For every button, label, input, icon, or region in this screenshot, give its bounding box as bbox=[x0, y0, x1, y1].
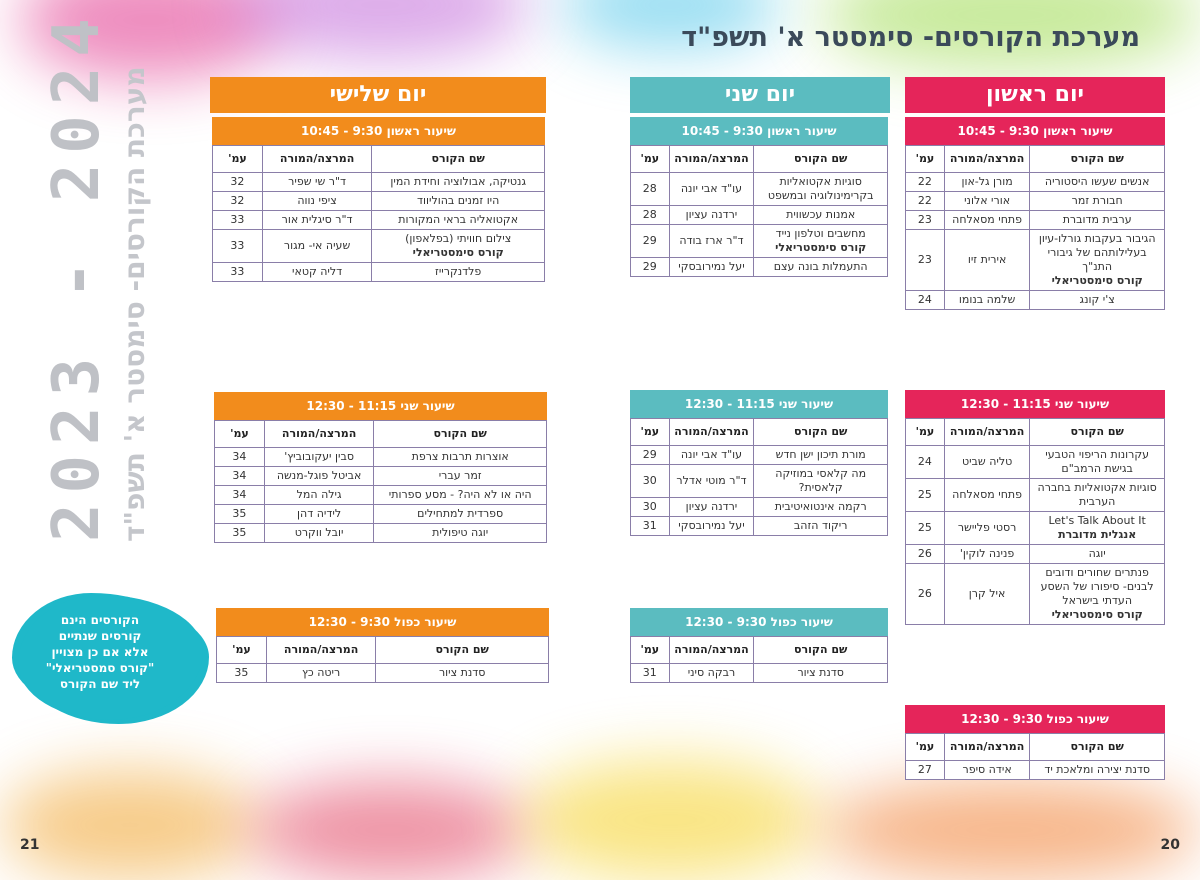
course-table bbox=[214, 420, 547, 543]
course-name bbox=[1030, 545, 1165, 564]
course-title: אנשים שעשו היסטוריה bbox=[1044, 175, 1150, 188]
header-course: שם הקורס bbox=[1030, 419, 1165, 446]
course-title: Let's Talk About It bbox=[1048, 514, 1146, 527]
table-row bbox=[906, 192, 1165, 211]
course-note: קורס סימסטריאלי bbox=[775, 241, 867, 254]
course-title: הגיבור בעקבות גורלו-עיון בעלילותהם של גיבורי התנ"ך bbox=[1038, 232, 1156, 273]
course-page: 24 bbox=[906, 446, 945, 479]
schedule-block bbox=[905, 705, 1165, 780]
schedule-block bbox=[216, 608, 549, 683]
course-table bbox=[630, 636, 888, 683]
course-title: עקרונות הריפוי הטבעי בגישת הרמב"ם bbox=[1045, 448, 1150, 475]
course-teacher: איל קרן bbox=[944, 564, 1029, 625]
course-title: ריקוד הזהב bbox=[793, 519, 848, 532]
page-number-left: 21 bbox=[20, 837, 40, 853]
table-row bbox=[631, 206, 888, 225]
course-teacher: אביטל פוגל-מנשה bbox=[264, 467, 374, 486]
course-page: 34 bbox=[215, 467, 265, 486]
course-teacher: פתחי מסאלחה bbox=[944, 479, 1029, 512]
header-teacher: המרצה/המורה bbox=[944, 419, 1029, 446]
course-teacher: אידה סיפר bbox=[944, 761, 1029, 780]
header-course: שם הקורס bbox=[372, 146, 545, 173]
table-row bbox=[213, 263, 545, 282]
course-title: מורת תיכון ישן חדש bbox=[775, 448, 866, 461]
course-title: פלדנקרייז bbox=[435, 265, 482, 278]
course-teacher: יובל ווקרט bbox=[264, 524, 374, 543]
course-name bbox=[754, 664, 888, 683]
course-page: 22 bbox=[906, 173, 945, 192]
course-table bbox=[212, 145, 545, 282]
header-course: שם הקורס bbox=[374, 421, 547, 448]
course-page: 34 bbox=[215, 448, 265, 467]
page-number-right: 20 bbox=[1160, 837, 1180, 853]
decor-splash bbox=[250, 780, 530, 880]
course-teacher: שעיה אי- מגור bbox=[262, 230, 372, 263]
course-name bbox=[372, 211, 545, 230]
table-row bbox=[213, 192, 545, 211]
table-header-row bbox=[631, 637, 888, 664]
course-teacher: ד"ר שי שפיר bbox=[262, 173, 372, 192]
table-row bbox=[906, 564, 1165, 625]
table-row bbox=[215, 467, 547, 486]
table-row bbox=[906, 512, 1165, 545]
course-name bbox=[374, 467, 547, 486]
course-name bbox=[754, 498, 888, 517]
course-table bbox=[630, 145, 888, 277]
course-table bbox=[630, 418, 888, 536]
course-page: 35 bbox=[215, 524, 265, 543]
course-name bbox=[1030, 564, 1165, 625]
block-header: שיעור כפול 9:30 - 12:30 bbox=[905, 705, 1165, 733]
block-header: שיעור כפול 9:30 - 12:30 bbox=[630, 608, 888, 636]
header-page: עמ' bbox=[217, 637, 267, 664]
table-row bbox=[215, 448, 547, 467]
course-note: קורס סימסטריאלי bbox=[1051, 608, 1143, 621]
schedule-block bbox=[630, 117, 888, 277]
header-course: שם הקורס bbox=[754, 146, 888, 173]
header-course: שם הקורס bbox=[1030, 734, 1165, 761]
course-page: 22 bbox=[906, 192, 945, 211]
day-header-sunday: יום ראשון bbox=[905, 77, 1165, 113]
vertical-year: 2023 - 2024 bbox=[40, 8, 114, 542]
block-header: שיעור שני 11:15 - 12:30 bbox=[630, 390, 888, 418]
table-row bbox=[906, 446, 1165, 479]
course-name bbox=[1030, 761, 1165, 780]
table-row bbox=[215, 505, 547, 524]
course-page: 28 bbox=[631, 206, 670, 225]
course-teacher: יעל נמירובסקי bbox=[669, 517, 754, 536]
table-row bbox=[213, 211, 545, 230]
header-teacher: המרצה/המורה bbox=[944, 146, 1029, 173]
block-header: שיעור שני 11:15 - 12:30 bbox=[905, 390, 1165, 418]
header-teacher: המרצה/המורה bbox=[944, 734, 1029, 761]
course-title: סדנת יצירה ומלאכת יד bbox=[1044, 763, 1151, 776]
course-title: מחשבים וטלפון נייד bbox=[775, 227, 866, 240]
course-title: אוצרות תרבות צרפת bbox=[411, 450, 509, 463]
course-title: צילום חוויתי (בפלאפון) bbox=[405, 232, 512, 245]
course-teacher: ד"ר מוטי אדלר bbox=[669, 465, 754, 498]
course-name bbox=[754, 225, 888, 258]
table-header-row bbox=[906, 146, 1165, 173]
course-title: זמר עברי bbox=[438, 469, 482, 482]
course-teacher: יעל נמירובסקי bbox=[669, 258, 754, 277]
header-course: שם הקורס bbox=[376, 637, 549, 664]
page-title: מערכת הקורסים- סימסטר א' תשפ"ד bbox=[681, 22, 1140, 53]
schedule-block bbox=[630, 608, 888, 683]
course-name bbox=[374, 448, 547, 467]
course-title: סדנת ציור bbox=[797, 666, 844, 679]
course-page: 27 bbox=[906, 761, 945, 780]
course-page: 24 bbox=[906, 291, 945, 310]
course-name bbox=[372, 173, 545, 192]
schedule-block bbox=[212, 117, 545, 282]
course-title: אקטואליה בראי המקורות bbox=[398, 213, 519, 226]
course-table bbox=[216, 636, 549, 683]
decor-splash bbox=[820, 780, 1200, 880]
course-name bbox=[374, 524, 547, 543]
course-page: 28 bbox=[631, 173, 670, 206]
header-page: עמ' bbox=[631, 637, 670, 664]
course-teacher: שלמה בנומו bbox=[944, 291, 1029, 310]
course-teacher: עו"ד אבי יונה bbox=[669, 446, 754, 465]
header-teacher: המרצה/המורה bbox=[669, 637, 754, 664]
course-name bbox=[1030, 230, 1165, 291]
table-row bbox=[906, 479, 1165, 512]
course-note: קורס סימסטריאלי bbox=[412, 246, 504, 259]
course-page: 26 bbox=[906, 564, 945, 625]
course-title: היו זמנים בהוליווד bbox=[417, 194, 500, 207]
course-page: 31 bbox=[631, 517, 670, 536]
course-title: אמנות עכשווית bbox=[786, 208, 856, 221]
course-table bbox=[905, 145, 1165, 310]
course-page: 23 bbox=[906, 211, 945, 230]
course-name bbox=[754, 173, 888, 206]
table-header-row bbox=[631, 419, 888, 446]
vertical-banner bbox=[40, 8, 160, 542]
header-teacher: המרצה/המורה bbox=[669, 419, 754, 446]
course-page: 31 bbox=[631, 664, 670, 683]
course-teacher: ריטה כץ bbox=[266, 664, 376, 683]
header-course: שם הקורס bbox=[754, 419, 888, 446]
decor-splash bbox=[520, 760, 820, 880]
course-name bbox=[754, 446, 888, 465]
header-teacher: המרצה/המורה bbox=[266, 637, 376, 664]
course-name bbox=[374, 505, 547, 524]
course-teacher: סבין יעקובוביץ' bbox=[264, 448, 374, 467]
table-row bbox=[906, 291, 1165, 310]
note-text: הקורסים הינם קורסים שנתיים אלא אם כן מצויין "קורס סמסטריאלי" ליד שם הקורס bbox=[45, 613, 155, 691]
table-header-row bbox=[215, 421, 547, 448]
header-teacher: המרצה/המורה bbox=[669, 146, 754, 173]
table-row bbox=[631, 517, 888, 536]
course-teacher: ד"ר ארז בודה bbox=[669, 225, 754, 258]
course-teacher: רסטי פליישר bbox=[944, 512, 1029, 545]
course-page: 25 bbox=[906, 479, 945, 512]
course-teacher: אורי אלוני bbox=[944, 192, 1029, 211]
course-page: 34 bbox=[215, 486, 265, 505]
course-page: 23 bbox=[906, 230, 945, 291]
schedule-block bbox=[905, 390, 1165, 625]
course-name bbox=[376, 664, 549, 683]
course-teacher: ירדנה עציון bbox=[669, 206, 754, 225]
course-title: צ'י קונג bbox=[1079, 293, 1115, 306]
course-teacher: דליה קטאי bbox=[262, 263, 372, 282]
course-teacher: לידיה דהן bbox=[264, 505, 374, 524]
header-page: עמ' bbox=[631, 419, 670, 446]
schedule-block bbox=[905, 117, 1165, 310]
course-name bbox=[372, 192, 545, 211]
course-page: 32 bbox=[213, 173, 263, 192]
table-row bbox=[906, 545, 1165, 564]
day-header-monday: יום שני bbox=[630, 77, 890, 113]
header-teacher: המרצה/המורה bbox=[264, 421, 374, 448]
course-title: יוגה טיפולית bbox=[432, 526, 489, 539]
day-header-tuesday: יום שלישי bbox=[210, 77, 546, 113]
block-header: שיעור כפול 9:30 - 12:30 bbox=[216, 608, 549, 636]
header-page: עמ' bbox=[906, 146, 945, 173]
course-name bbox=[1030, 192, 1165, 211]
header-page: עמ' bbox=[631, 146, 670, 173]
course-name bbox=[754, 465, 888, 498]
table-row bbox=[215, 524, 547, 543]
course-name bbox=[372, 230, 545, 263]
header-page: עמ' bbox=[213, 146, 263, 173]
table-row bbox=[906, 230, 1165, 291]
header-course: שם הקורס bbox=[1030, 146, 1165, 173]
header-page: עמ' bbox=[906, 734, 945, 761]
schedule-block bbox=[630, 390, 888, 536]
table-row bbox=[213, 173, 545, 192]
decor-splash bbox=[230, 0, 530, 60]
block-header: שיעור ראשון 9:30 - 10:45 bbox=[905, 117, 1165, 145]
block-header: שיעור ראשון 9:30 - 10:45 bbox=[630, 117, 888, 145]
course-name bbox=[372, 263, 545, 282]
block-header: שיעור שני 11:15 - 12:30 bbox=[214, 392, 547, 420]
table-header-row bbox=[631, 146, 888, 173]
table-row bbox=[906, 761, 1165, 780]
course-title: סוגיות אקטואליות בחברה הערבית bbox=[1037, 481, 1157, 508]
header-teacher: המרצה/המורה bbox=[262, 146, 372, 173]
table-header-row bbox=[906, 734, 1165, 761]
course-title: רקמה אינטואיטיבית bbox=[774, 500, 867, 513]
table-row bbox=[631, 664, 888, 683]
course-page: 33 bbox=[213, 211, 263, 230]
course-name bbox=[1030, 512, 1165, 545]
course-table bbox=[905, 733, 1165, 780]
course-title: יוגה bbox=[1088, 547, 1106, 560]
table-row bbox=[217, 664, 549, 683]
course-page: 33 bbox=[213, 230, 263, 263]
table-row bbox=[631, 446, 888, 465]
course-page: 29 bbox=[631, 225, 670, 258]
table-header-row bbox=[217, 637, 549, 664]
header-course: שם הקורס bbox=[754, 637, 888, 664]
course-page: 35 bbox=[217, 664, 267, 683]
header-page: עמ' bbox=[906, 419, 945, 446]
course-title: פנתרים שחורים ודובים לבנים- סיפורו של השסע העדתי בישראל bbox=[1040, 566, 1154, 607]
course-name bbox=[1030, 173, 1165, 192]
course-teacher: ציפי נווה bbox=[262, 192, 372, 211]
header-page: עמ' bbox=[215, 421, 265, 448]
course-teacher: ירדנה עציון bbox=[669, 498, 754, 517]
table-row bbox=[631, 498, 888, 517]
course-page: 29 bbox=[631, 258, 670, 277]
decor-splash bbox=[0, 770, 260, 880]
course-table bbox=[905, 418, 1165, 625]
course-page: 29 bbox=[631, 446, 670, 465]
course-page: 25 bbox=[906, 512, 945, 545]
course-page: 26 bbox=[906, 545, 945, 564]
table-row bbox=[213, 230, 545, 263]
table-row bbox=[631, 258, 888, 277]
course-name bbox=[1030, 211, 1165, 230]
course-note: אנגלית מדוברת bbox=[1058, 528, 1137, 541]
course-name bbox=[374, 486, 547, 505]
vertical-subtitle: מערכת הקורסים- סימסטר א' תשפ"ד bbox=[118, 66, 151, 542]
table-row bbox=[631, 465, 888, 498]
course-teacher: ד"ר סיגלית אור bbox=[262, 211, 372, 230]
course-page: 35 bbox=[215, 505, 265, 524]
course-title: ספרדית למתחילים bbox=[417, 507, 504, 520]
course-title: גנטיקה, אבולוציה וחידת המין bbox=[390, 175, 526, 188]
course-teacher: אירית זיו bbox=[944, 230, 1029, 291]
table-header-row bbox=[906, 419, 1165, 446]
course-name bbox=[1030, 291, 1165, 310]
course-teacher: טליה שביט bbox=[944, 446, 1029, 479]
table-row bbox=[906, 173, 1165, 192]
course-page: 30 bbox=[631, 498, 670, 517]
course-name bbox=[1030, 446, 1165, 479]
course-name bbox=[1030, 479, 1165, 512]
course-teacher: מורן גל-און bbox=[944, 173, 1029, 192]
course-page: 33 bbox=[213, 263, 263, 282]
schedule-block bbox=[214, 392, 547, 543]
course-title: מה קלאסי במוזיקה קלאסית? bbox=[775, 467, 867, 494]
course-name bbox=[754, 258, 888, 277]
course-page: 32 bbox=[213, 192, 263, 211]
course-title: התעמלות בונה עצם bbox=[773, 260, 868, 273]
course-teacher: פתחי מסאלחה bbox=[944, 211, 1029, 230]
table-row bbox=[215, 486, 547, 505]
course-title: ערבית מדוברת bbox=[1062, 213, 1132, 226]
block-header: שיעור ראשון 9:30 - 10:45 bbox=[212, 117, 545, 145]
course-teacher: עו"ד אבי יונה bbox=[669, 173, 754, 206]
course-title: סוגיות אקטואליות בקרימינולוגיה ובמשפט bbox=[767, 175, 874, 202]
course-title: חבורת זמר bbox=[1071, 194, 1123, 207]
course-note: קורס סימסטריאלי bbox=[1051, 274, 1143, 287]
course-teacher: גילה המל bbox=[264, 486, 374, 505]
course-name bbox=[754, 517, 888, 536]
course-name bbox=[754, 206, 888, 225]
course-title: היה או לא היה? - מסע ספרותי bbox=[388, 488, 532, 501]
table-row bbox=[631, 173, 888, 206]
course-teacher: רבקה סיני bbox=[669, 664, 754, 683]
table-row bbox=[631, 225, 888, 258]
course-title: סדנת ציור bbox=[438, 666, 486, 679]
course-teacher: פנינה לוקין' bbox=[944, 545, 1029, 564]
table-row bbox=[906, 211, 1165, 230]
table-header-row bbox=[213, 146, 545, 173]
course-page: 30 bbox=[631, 465, 670, 498]
